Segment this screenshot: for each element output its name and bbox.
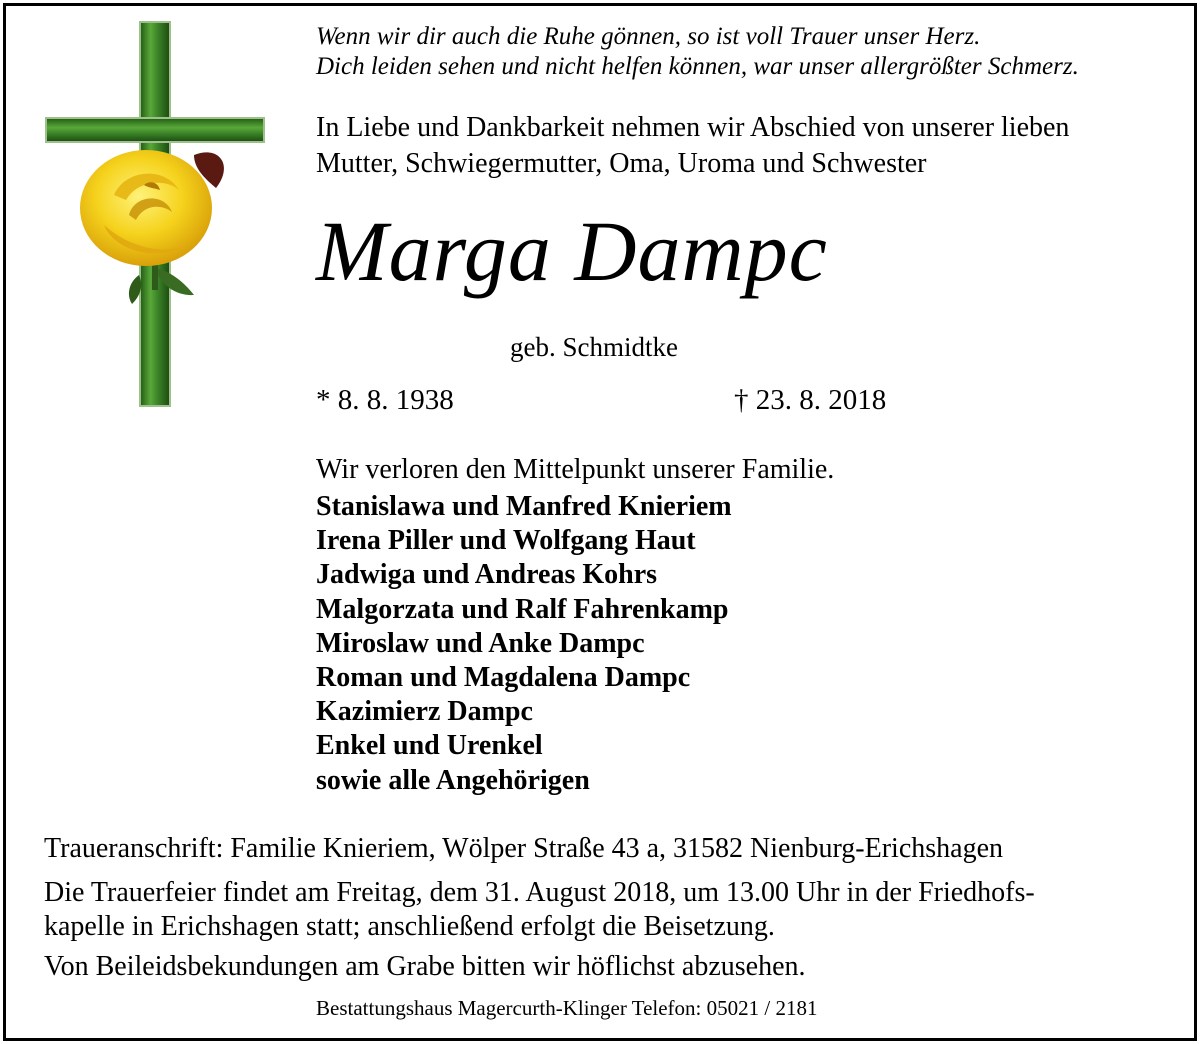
funeral-home-contact: Bestattungshaus Magercurth-Klinger Telefon: 05021 / 2181 <box>316 996 818 1020</box>
list-item: Malgorzata und Ralf Fahrenkamp <box>316 593 729 625</box>
death-date: † 23. 8. 2018 <box>734 384 887 416</box>
intro-line: In Liebe und Dankbarkeit nehmen wir Abschied von unserer lieben <box>316 112 1070 143</box>
poem-line: Dich leiden sehen und nicht helfen können, war unser allergrößter Schmerz. <box>316 53 1079 80</box>
deceased-name: Marga Dampc <box>316 203 828 299</box>
list-item: Roman und Magdalena Dampc <box>316 662 691 694</box>
mourners-list <box>316 490 732 798</box>
cross-with-rose-image <box>44 20 266 410</box>
list-item: Stanislawa und Manfred Knieriem <box>316 491 732 522</box>
maiden-name: geb. Schmidtke <box>510 332 678 362</box>
list-item: Enkel und Urenkel <box>316 730 543 762</box>
intro-line: Mutter, Schwiegermutter, Oma, Uroma und Schwester <box>316 148 927 179</box>
ceremony-line: kapelle in Erichshagen statt; anschließend erfolgt die Beisetzung. <box>44 911 775 942</box>
list-item: Miroslaw und Anke Dampc <box>316 627 645 659</box>
list-item: Jadwiga und Andreas Kohrs <box>316 559 658 591</box>
mourning-address: Traueranschrift: Familie Knieriem, Wölper Straße 43 a, 31582 Nienburg-Erichshagen <box>44 833 1004 864</box>
intro-text <box>316 110 1069 182</box>
list-item: Irena Piller und Wolfgang Haut <box>316 525 696 557</box>
condolence-request: Von Beileidsbekundungen am Grabe bitten wir höflichst abzusehen. <box>44 951 806 982</box>
birth-date: * 8. 8. 1938 <box>316 384 454 416</box>
ceremony-line: Die Trauerfeier findet am Freitag, dem 31. August 2018, um 13.00 Uhr in der Friedhofs- <box>44 877 1035 908</box>
list-item: sowie alle Angehörigen <box>316 764 590 796</box>
poem <box>316 22 1079 82</box>
ceremony-info <box>44 876 1154 944</box>
list-item: Kazimierz Dampc <box>316 696 533 728</box>
cross-with-yellow-rose-icon <box>44 20 266 410</box>
poem-line: Wenn wir dir auch die Ruhe gönnen, so ist voll Trauer unser Herz. <box>316 23 981 50</box>
family-statement: Wir verloren den Mittelpunkt unserer Familie. <box>316 454 835 485</box>
